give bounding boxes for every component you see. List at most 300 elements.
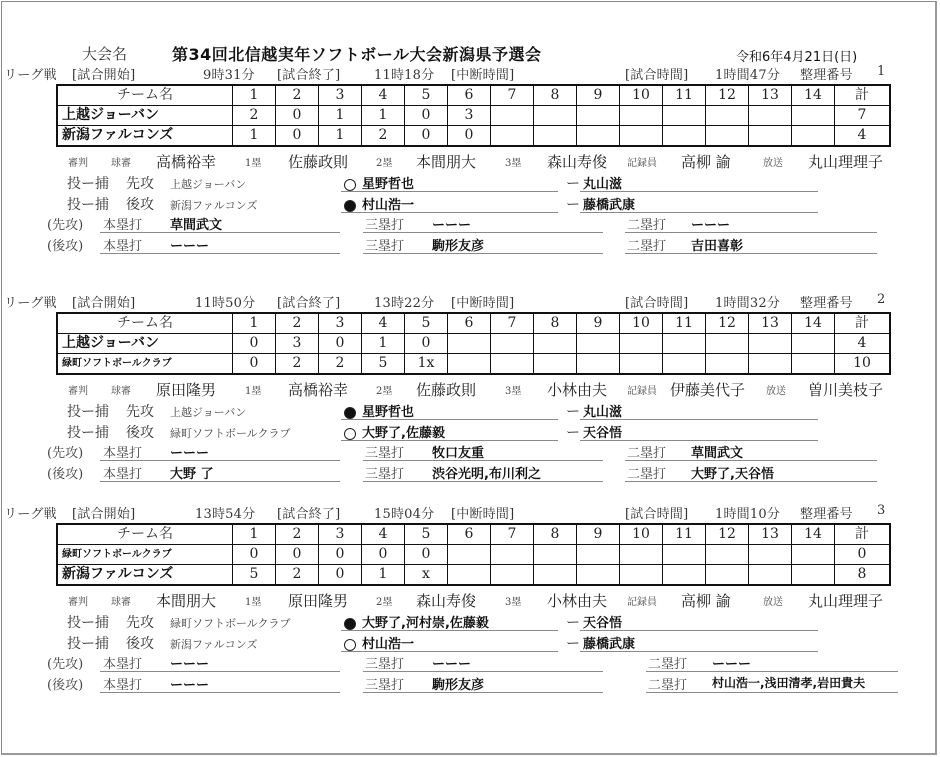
inning-header-8: 8 xyxy=(534,313,577,334)
team-name-header: チーム名 xyxy=(57,313,233,334)
catcher-underline xyxy=(580,440,818,441)
serial-label: 整理番号 xyxy=(800,68,853,83)
start-label: [試合開始] xyxy=(72,68,136,83)
bottom-label: 後攻 xyxy=(126,197,154,213)
broadcast-label: 放送 xyxy=(763,597,783,608)
inning-score: 5 xyxy=(362,354,405,375)
second-base-umpire: 佐藤政則 xyxy=(416,381,477,399)
inning-score xyxy=(663,545,706,565)
inning-score xyxy=(491,545,534,565)
recorder-name: 高柳 諭 xyxy=(681,153,731,171)
second-base-label: 2塁 xyxy=(376,597,393,608)
battery-label: 投ー捕 xyxy=(67,615,109,631)
triple-batters: 牧口友重 xyxy=(432,446,485,461)
inning-header-9: 9 xyxy=(577,524,620,545)
inning-score xyxy=(620,126,663,147)
duration-value: 1時間10分 xyxy=(715,507,781,522)
home-run-label: 本塁打 xyxy=(103,657,143,672)
pitcher-underline xyxy=(341,191,558,192)
inning-score xyxy=(448,334,491,354)
top-label: 先攻 xyxy=(126,176,154,192)
team-total: 8 xyxy=(835,565,891,586)
inning-header-11: 11 xyxy=(663,524,706,545)
inning-score xyxy=(534,545,577,565)
double-underline xyxy=(625,481,877,482)
inning-score xyxy=(749,354,792,375)
triple-batters: 駒形友彦 xyxy=(432,239,485,254)
double-batters: 村山浩一,浅田清孝,岩田貴夫 xyxy=(712,676,866,690)
inning-score xyxy=(534,354,577,375)
inning-score: 0 xyxy=(276,545,319,565)
catcher-underline xyxy=(580,212,818,213)
bottom-side-label: (後攻) xyxy=(47,467,84,482)
dash-separator: ー xyxy=(566,636,580,652)
match-date: 令和6年4月21日(日) xyxy=(736,50,858,65)
inning-header-13: 13 xyxy=(749,313,792,334)
inning-score xyxy=(706,565,749,586)
double-underline xyxy=(646,671,898,672)
inning-header-11: 11 xyxy=(663,85,706,106)
home-run-batters: 草間武文 xyxy=(170,218,223,233)
inning-score xyxy=(577,354,620,375)
double-label: 二塁打 xyxy=(627,218,667,233)
broadcast-name: 曽川美枝子 xyxy=(808,381,884,399)
plate-umpire: 本間朋大 xyxy=(156,592,217,610)
home-run-label: 本塁打 xyxy=(103,239,143,254)
triple-label: 三塁打 xyxy=(365,239,405,254)
battery-label: 投ー捕 xyxy=(67,425,109,441)
triple-batters: 渋谷光明,布川利之 xyxy=(432,467,541,482)
inning-score: 0 xyxy=(405,545,448,565)
inning-score xyxy=(448,565,491,586)
umpire-label: 審判 xyxy=(68,597,88,608)
inning-score: 2 xyxy=(276,565,319,586)
battery-team: 新潟ファルコンズ xyxy=(170,638,258,651)
inning-score xyxy=(534,334,577,354)
top-side-label: (先攻) xyxy=(47,657,84,672)
battery-team: 緑町ソフトボールクラブ xyxy=(170,427,291,440)
top-label: 先攻 xyxy=(126,615,154,631)
inning-score: 3 xyxy=(276,334,319,354)
catcher-name: 丸山滋 xyxy=(583,177,623,192)
scoreboard-header-row xyxy=(57,524,890,545)
battery-label: 投ー捕 xyxy=(67,404,109,420)
dash-separator: ー xyxy=(566,197,580,213)
inning-score xyxy=(792,565,835,586)
inning-header-1: 1 xyxy=(233,85,276,106)
inning-score: 1 xyxy=(319,126,362,147)
pitcher-names: 村山浩一 xyxy=(362,198,415,213)
inning-header-12: 12 xyxy=(706,85,749,106)
inning-header-5: 5 xyxy=(405,85,448,106)
inning-score xyxy=(448,354,491,375)
league-label: リーグ戦 xyxy=(4,507,57,522)
inning-score: 0 xyxy=(233,354,276,375)
inning-score: 2 xyxy=(362,126,405,147)
team-total: 4 xyxy=(835,334,891,354)
inning-score xyxy=(620,106,663,126)
triple-underline xyxy=(363,692,603,693)
scoreboard-table xyxy=(56,312,891,375)
inning-score: 2 xyxy=(233,106,276,126)
third-base-umpire: 小林由夫 xyxy=(547,592,608,610)
double-underline xyxy=(646,692,898,693)
interrupt-label: [中断時間] xyxy=(451,507,515,522)
inning-score: 0 xyxy=(405,126,448,147)
plate-label: 球審 xyxy=(111,158,131,169)
home-run-batters: ーーー xyxy=(170,239,210,254)
inning-header-3: 3 xyxy=(319,524,362,545)
triple-label: 三塁打 xyxy=(365,467,405,482)
pitcher-underline xyxy=(341,440,558,441)
pitcher-names: 星野哲也 xyxy=(362,177,415,192)
inning-score xyxy=(706,106,749,126)
inning-score xyxy=(491,565,534,586)
total-header: 計 xyxy=(835,313,891,334)
inning-header-6: 6 xyxy=(448,524,491,545)
team-name: 新潟ファルコンズ xyxy=(57,126,233,147)
catcher-name: 天谷悟 xyxy=(583,616,623,631)
third-base-umpire: 森山寿俊 xyxy=(547,153,608,171)
inning-score xyxy=(792,334,835,354)
inning-header-9: 9 xyxy=(577,313,620,334)
dash-separator: ー xyxy=(566,615,580,631)
battery-team: 上越ジョーバン xyxy=(170,178,247,191)
plate-umpire: 高橋裕幸 xyxy=(156,153,217,171)
inning-score xyxy=(491,354,534,375)
total-header: 計 xyxy=(835,85,891,106)
inning-header-2: 2 xyxy=(276,524,319,545)
inning-header-7: 7 xyxy=(491,524,534,545)
dash-separator: ー xyxy=(566,176,580,192)
bottom-label: 後攻 xyxy=(126,425,154,441)
battery-team: 上越ジョーバン xyxy=(170,406,247,419)
team-row xyxy=(57,106,890,126)
plate-label: 球審 xyxy=(111,386,131,397)
inning-header-3: 3 xyxy=(319,313,362,334)
duration-value: 1時間32分 xyxy=(715,296,781,311)
start-time: 9時31分 xyxy=(203,68,255,83)
inning-score xyxy=(620,334,663,354)
start-label: [試合開始] xyxy=(72,296,136,311)
inning-score xyxy=(534,106,577,126)
inning-score: 1 xyxy=(319,106,362,126)
interrupt-label: [中断時間] xyxy=(451,296,515,311)
league-label: リーグ戦 xyxy=(4,68,57,83)
double-underline xyxy=(625,460,877,461)
home-run-underline xyxy=(100,671,340,672)
start-label: [試合開始] xyxy=(72,507,136,522)
home-run-label: 本塁打 xyxy=(103,678,143,693)
inning-header-5: 5 xyxy=(405,313,448,334)
plate-umpire: 原田隆男 xyxy=(156,381,217,399)
team-name-header: チーム名 xyxy=(57,85,233,106)
inning-score: 3 xyxy=(448,106,491,126)
inning-score xyxy=(706,545,749,565)
serial-number: 3 xyxy=(877,503,886,518)
inning-header-1: 1 xyxy=(233,524,276,545)
home-run-label: 本塁打 xyxy=(103,446,143,461)
battery-label: 投ー捕 xyxy=(67,176,109,192)
inning-score xyxy=(706,334,749,354)
broadcast-name: 丸山理理子 xyxy=(808,592,884,610)
inning-score: 0 xyxy=(233,545,276,565)
inning-score xyxy=(663,126,706,147)
team-row xyxy=(57,354,890,375)
inning-score: 0 xyxy=(233,334,276,354)
duration-label: [試合時間] xyxy=(625,507,689,522)
scoreboard-header-row xyxy=(57,313,890,334)
team-name-header: チーム名 xyxy=(57,524,233,545)
top-side-label: (先攻) xyxy=(47,218,84,233)
inning-score xyxy=(706,354,749,375)
home-run-label: 本塁打 xyxy=(103,467,143,482)
triple-label: 三塁打 xyxy=(365,218,405,233)
triple-batters: ーーー xyxy=(432,657,472,672)
recorder-label: 記録員 xyxy=(627,386,657,397)
inning-score: 2 xyxy=(276,354,319,375)
double-underline xyxy=(625,232,877,233)
start-time: 11時50分 xyxy=(195,296,256,311)
end-time: 13時22分 xyxy=(374,296,435,311)
triple-underline xyxy=(363,460,603,461)
dash-separator: ー xyxy=(566,404,580,420)
inning-header-8: 8 xyxy=(534,524,577,545)
inning-score xyxy=(749,545,792,565)
recorder-label: 記録員 xyxy=(627,158,657,169)
inning-header-14: 14 xyxy=(792,524,835,545)
bottom-side-label: (後攻) xyxy=(47,678,84,693)
team-row xyxy=(57,565,890,586)
first-base-label: 1塁 xyxy=(245,386,262,397)
inning-header-10: 10 xyxy=(620,313,663,334)
catcher-name: 藤橋武康 xyxy=(583,198,636,213)
tournament-label: 大会名 xyxy=(82,45,128,63)
triple-underline xyxy=(363,232,603,233)
inning-score: 1 xyxy=(233,126,276,147)
team-row xyxy=(57,126,890,147)
league-label: リーグ戦 xyxy=(4,296,57,311)
inning-score xyxy=(620,354,663,375)
inning-score xyxy=(749,334,792,354)
battery-team: 新潟ファルコンズ xyxy=(170,199,258,212)
third-base-label: 3塁 xyxy=(505,158,522,169)
team-row xyxy=(57,545,890,565)
inning-score xyxy=(491,126,534,147)
inning-header-6: 6 xyxy=(448,85,491,106)
end-label: [試合終了] xyxy=(277,507,341,522)
duration-label: [試合時間] xyxy=(625,68,689,83)
pitcher-names: 星野哲也 xyxy=(362,405,415,420)
inning-score: 1x xyxy=(405,354,448,375)
triple-underline xyxy=(363,253,603,254)
serial-label: 整理番号 xyxy=(800,296,853,311)
double-label: 二塁打 xyxy=(648,678,688,693)
team-name: 上越ジョーバン xyxy=(57,334,233,354)
second-base-umpire: 森山寿俊 xyxy=(416,592,477,610)
home-run-underline xyxy=(100,481,340,482)
inning-score xyxy=(706,126,749,147)
end-time: 11時18分 xyxy=(374,68,435,83)
third-base-umpire: 小林由夫 xyxy=(547,381,608,399)
team-total: 4 xyxy=(835,126,891,147)
inning-score xyxy=(792,545,835,565)
pitcher-names: 大野了,河村崇,佐藤毅 xyxy=(362,616,489,631)
inning-score: 0 xyxy=(276,106,319,126)
inning-score xyxy=(534,126,577,147)
triple-label: 三塁打 xyxy=(365,446,405,461)
double-label: 二塁打 xyxy=(648,657,688,672)
second-base-umpire: 本間朋大 xyxy=(416,153,477,171)
inning-score xyxy=(663,354,706,375)
triple-label: 三塁打 xyxy=(365,657,405,672)
umpire-label: 審判 xyxy=(68,386,88,397)
team-row xyxy=(57,334,890,354)
inning-header-4: 4 xyxy=(362,313,405,334)
catcher-name: 藤橋武康 xyxy=(583,637,636,652)
team-name: 上越ジョーバン xyxy=(57,106,233,126)
third-base-label: 3塁 xyxy=(505,597,522,608)
inning-score xyxy=(577,106,620,126)
first-base-label: 1塁 xyxy=(245,597,262,608)
catcher-underline xyxy=(580,651,818,652)
double-batters: ーーー xyxy=(712,657,752,672)
inning-score xyxy=(792,126,835,147)
end-label: [試合終了] xyxy=(277,68,341,83)
inning-score xyxy=(749,106,792,126)
inning-score: 1 xyxy=(362,334,405,354)
triple-underline xyxy=(363,671,603,672)
bottom-label: 後攻 xyxy=(126,636,154,652)
inning-score: 0 xyxy=(276,126,319,147)
scoreboard-table xyxy=(56,523,891,586)
plate-label: 球審 xyxy=(111,597,131,608)
battery-team: 緑町ソフトボールクラブ xyxy=(170,617,291,630)
inning-score xyxy=(577,565,620,586)
triple-underline xyxy=(363,481,603,482)
double-batters: 吉田喜彰 xyxy=(691,239,744,254)
end-time: 15時04分 xyxy=(374,507,435,522)
third-base-label: 3塁 xyxy=(505,386,522,397)
recorder-name: 伊藤美代子 xyxy=(670,381,746,399)
umpire-label: 審判 xyxy=(68,158,88,169)
triple-batters: 駒形友彦 xyxy=(432,678,485,693)
inning-score xyxy=(534,565,577,586)
inning-header-13: 13 xyxy=(749,85,792,106)
inning-header-2: 2 xyxy=(276,313,319,334)
inning-header-4: 4 xyxy=(362,85,405,106)
inning-header-12: 12 xyxy=(706,313,749,334)
double-label: 二塁打 xyxy=(627,446,667,461)
home-run-batters: ーーー xyxy=(170,657,210,672)
inning-score xyxy=(620,545,663,565)
serial-label: 整理番号 xyxy=(800,507,853,522)
inning-header-14: 14 xyxy=(792,85,835,106)
end-label: [試合終了] xyxy=(277,296,341,311)
pitcher-names: 村山浩一 xyxy=(362,637,415,652)
inning-score xyxy=(577,126,620,147)
duration-label: [試合時間] xyxy=(625,296,689,311)
team-name: 緑町ソフトボールクラブ xyxy=(57,354,233,375)
inning-header-14: 14 xyxy=(792,313,835,334)
inning-header-6: 6 xyxy=(448,313,491,334)
battery-label: 投ー捕 xyxy=(67,197,109,213)
inning-score xyxy=(491,334,534,354)
bottom-side-label: (後攻) xyxy=(47,239,84,254)
duration-value: 1時間47分 xyxy=(715,68,781,83)
battery-label: 投ー捕 xyxy=(67,636,109,652)
inning-score xyxy=(663,334,706,354)
home-run-underline xyxy=(100,253,340,254)
inning-header-13: 13 xyxy=(749,524,792,545)
catcher-underline xyxy=(580,419,818,420)
team-total: 10 xyxy=(835,354,891,375)
inning-header-4: 4 xyxy=(362,524,405,545)
double-label: 二塁打 xyxy=(627,467,667,482)
first-base-umpire: 高橋裕幸 xyxy=(288,381,349,399)
scoreboard-header-row xyxy=(57,85,890,106)
home-run-batters: 大野 了 xyxy=(170,467,214,482)
broadcast-label: 放送 xyxy=(766,386,786,397)
inning-header-2: 2 xyxy=(276,85,319,106)
double-batters: ーーー xyxy=(691,218,731,233)
home-run-underline xyxy=(100,460,340,461)
team-name: 新潟ファルコンズ xyxy=(57,565,233,586)
inning-header-10: 10 xyxy=(620,85,663,106)
inning-score: 0 xyxy=(319,565,362,586)
interrupt-label: [中断時間] xyxy=(451,68,515,83)
home-run-batters: ーーー xyxy=(170,678,210,693)
double-batters: 草間武文 xyxy=(691,446,744,461)
inning-score xyxy=(448,545,491,565)
inning-score xyxy=(577,545,620,565)
total-header: 計 xyxy=(835,524,891,545)
inning-score xyxy=(749,126,792,147)
double-batters: 大野了,天谷悟 xyxy=(691,467,774,482)
top-label: 先攻 xyxy=(126,404,154,420)
inning-header-5: 5 xyxy=(405,524,448,545)
second-base-label: 2塁 xyxy=(376,386,393,397)
inning-score: x xyxy=(405,565,448,586)
inning-score: 0 xyxy=(405,106,448,126)
inning-header-7: 7 xyxy=(491,313,534,334)
inning-score: 0 xyxy=(319,334,362,354)
pitcher-underline xyxy=(341,419,558,420)
home-run-underline xyxy=(100,692,340,693)
inning-header-10: 10 xyxy=(620,524,663,545)
inning-score xyxy=(749,565,792,586)
recorder-name: 高柳 諭 xyxy=(681,592,731,610)
catcher-underline xyxy=(580,191,818,192)
home-run-underline xyxy=(100,232,340,233)
triple-batters: ーーー xyxy=(432,218,472,233)
serial-number: 2 xyxy=(877,292,886,307)
inning-score: 1 xyxy=(362,565,405,586)
broadcast-name: 丸山理理子 xyxy=(808,153,884,171)
inning-header-7: 7 xyxy=(491,85,534,106)
broadcast-label: 放送 xyxy=(763,158,783,169)
inning-score: 0 xyxy=(405,334,448,354)
double-label: 二塁打 xyxy=(627,239,667,254)
inning-score xyxy=(491,106,534,126)
first-base-umpire: 佐藤政則 xyxy=(288,153,349,171)
recorder-label: 記録員 xyxy=(627,597,657,608)
inning-header-3: 3 xyxy=(319,85,362,106)
tournament-name: 第34回北信越実年ソフトボール大会新潟県予選会 xyxy=(172,45,542,64)
catcher-underline xyxy=(580,630,818,631)
inning-header-12: 12 xyxy=(706,524,749,545)
home-run-batters: ーーー xyxy=(170,446,210,461)
